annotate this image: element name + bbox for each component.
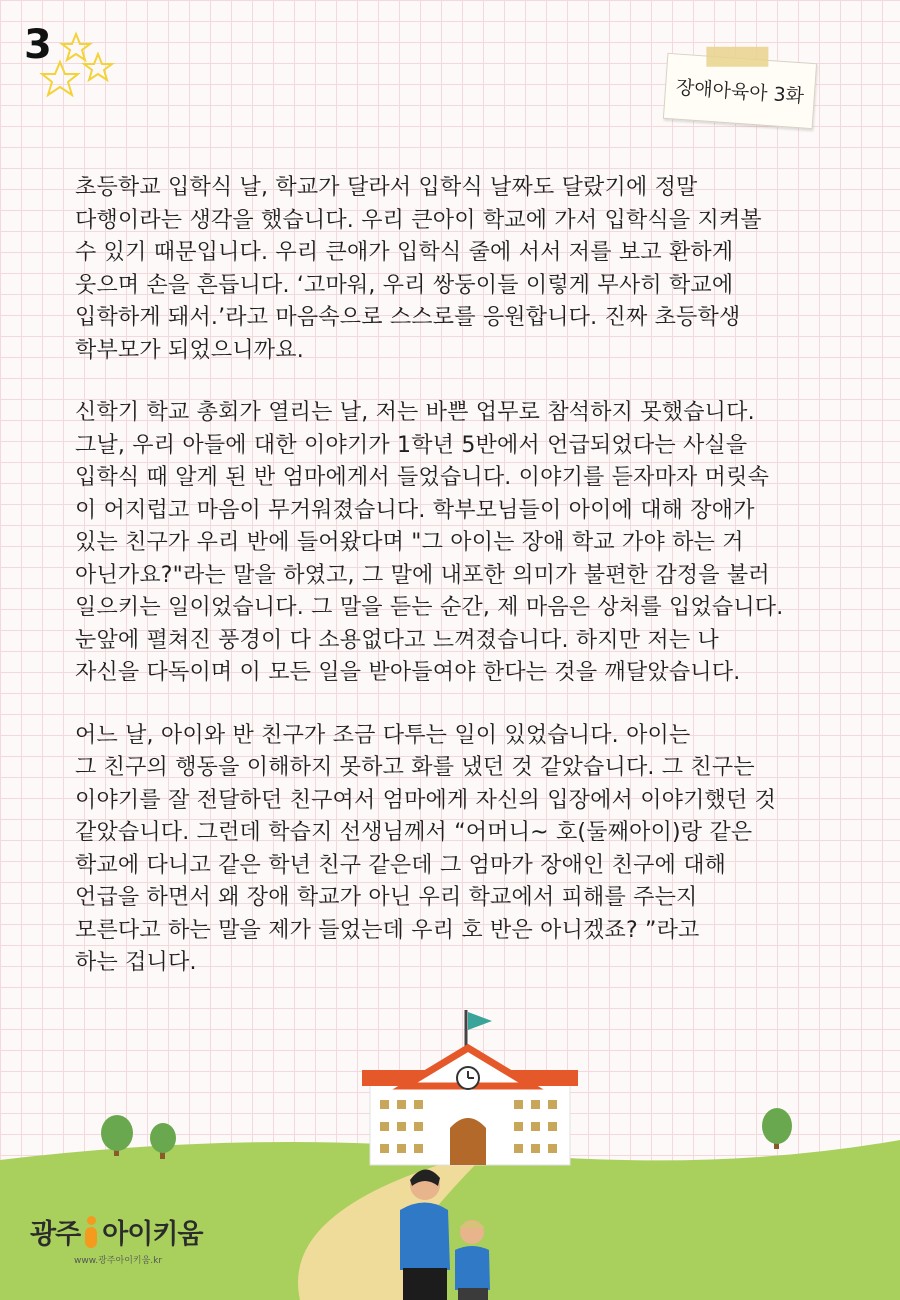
text-line: 어느 날, 아이와 반 친구가 조금 다투는 일이 있었습니다. 아이는 bbox=[75, 722, 691, 748]
text-line: 그 친구의 행동을 이해하지 못하고 화를 냈던 것 같았습니다. 그 친구는 bbox=[75, 755, 755, 780]
logo-url: www.광주아이키움.kr bbox=[74, 1256, 163, 1266]
logo bbox=[30, 1212, 203, 1266]
text-line: 신학기 학교 총회가 열리는 날, 저는 바쁜 업무로 참석하지 못했습니다. bbox=[75, 400, 755, 425]
text-line: 하는 겁니다. bbox=[75, 950, 197, 975]
text-line: 있는 친구가 우리 반에 들어왔다며 "그 아이는 장애 학교 가야 하는 거 bbox=[75, 530, 744, 555]
page-number: 3 bbox=[24, 22, 52, 68]
text-line: 웃으며 손을 흔듭니다. ‘고마워, 우리 쌍둥이들 이렇게 무사히 학교에 bbox=[75, 272, 734, 298]
text-line: 수 있기 때문입니다. 우리 큰애가 입학식 줄에 서서 저를 보고 환하게 bbox=[75, 240, 734, 265]
text-line: 다행이라는 생각을 했습니다. 우리 큰아이 학교에 가서 입학식을 지켜볼 bbox=[75, 207, 762, 233]
text-line: 입학하게 돼서.’라고 마음속으로 스스로를 응원합니다. 진짜 초등학생 bbox=[75, 305, 741, 330]
text-line: 입학식 때 알게 된 반 엄마에게서 들었습니다. 이야기를 듣자마자 머릿속 bbox=[75, 465, 770, 490]
paragraph-1 bbox=[75, 172, 845, 367]
text-line: 아닌가요?"라는 말을 하였고, 그 말에 내포한 의미가 불편한 감정을 불러 bbox=[75, 562, 770, 588]
paragraph-2 bbox=[75, 397, 845, 690]
text-line: 눈앞에 펼쳐진 풍경이 다 소용없다고 느껴졌습니다. 하지만 저는 나 bbox=[75, 627, 719, 653]
episode-tag bbox=[663, 53, 817, 129]
article-body bbox=[75, 172, 845, 1010]
text-line: 자신을 다독이며 이 모든 일을 받아들여야 한다는 것을 깨달았습니다. bbox=[75, 660, 741, 685]
star-doodle-icon bbox=[38, 30, 128, 110]
text-line: 이야기를 잘 전달하던 친구여서 엄마에게 자신의 입장에서 이야기했던 것 bbox=[75, 787, 777, 813]
text-line: 언급을 하면서 왜 장애 학교가 아닌 우리 학교에서 피해를 주는지 bbox=[75, 885, 698, 910]
text-line: 같았습니다. 그런데 학습지 선생님께서 “어머니~ 호(둘째아이)랑 같은 bbox=[75, 820, 753, 845]
tree-icon bbox=[762, 1108, 792, 1149]
text-line: 그날, 우리 아들에 대한 이야기가 1학년 5반에서 언급되었다는 사실을 bbox=[75, 432, 748, 458]
logo-text-left: 광주 bbox=[30, 1219, 81, 1250]
text-line: 초등학교 입학식 날, 학교가 달라서 입학식 날짜도 달랐기에 정말 bbox=[75, 175, 698, 200]
text-line: 이 어지럽고 마음이 무거워졌습니다. 학부모님들이 아이에 대해 장애가 bbox=[75, 497, 755, 523]
episode-tag-label: 장애아육아 3화 bbox=[675, 76, 805, 108]
paragraph-3 bbox=[75, 720, 845, 980]
logo-figure-icon bbox=[83, 1216, 99, 1248]
logo-text-right: 아이키움 bbox=[102, 1219, 203, 1250]
text-line: 학교에 다니고 같은 학년 친구 같은데 그 엄마가 장애인 친구에 대해 bbox=[75, 852, 727, 878]
tape-decoration bbox=[706, 47, 768, 67]
school-building-icon bbox=[362, 1010, 578, 1165]
text-line: 모른다고 하는 말을 제가 들었는데 우리 호 반은 아니겠죠? ”라고 bbox=[75, 917, 700, 943]
text-line: 일으키는 일이었습니다. 그 말을 듣는 순간, 제 마음은 상처를 입었습니다. bbox=[75, 595, 784, 620]
text-line: 학부모가 되었으니까요. bbox=[75, 337, 304, 363]
